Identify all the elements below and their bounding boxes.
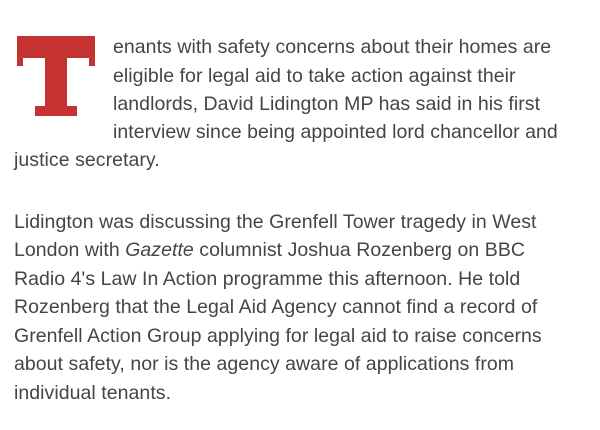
text-line: eligible for legal aid to take action against their [113, 65, 516, 87]
text-line: Lidington was discussing the Grenfell Tower tragedy in West [14, 211, 537, 233]
drop-cap-t [17, 36, 97, 118]
text-line: individual tenants. [14, 382, 172, 404]
text-line: interview since being appointed lord chancellor and [113, 121, 558, 143]
text-line: enants with safety concerns about their homes are [113, 36, 552, 58]
text-line: Radio 4's Law In Action programme this afternoon. He told [14, 268, 521, 290]
text-line: landlords, David Lidington MP has said in his first [113, 93, 541, 115]
text-line: justice secretary. [14, 149, 160, 171]
text-line [14, 236, 525, 264]
text-line: Grenfell Action Group applying for legal aid to raise concerns [14, 325, 542, 347]
text-line: Rozenberg that the Legal Aid Agency cannot find a record of [14, 296, 538, 318]
text-line: about safety, nor is the agency aware of applications from [14, 353, 515, 375]
text-span: London with [14, 239, 126, 261]
publication-name: Gazette [125, 239, 194, 261]
text-span: columnist Joshua Rozenberg on BBC [193, 239, 526, 261]
